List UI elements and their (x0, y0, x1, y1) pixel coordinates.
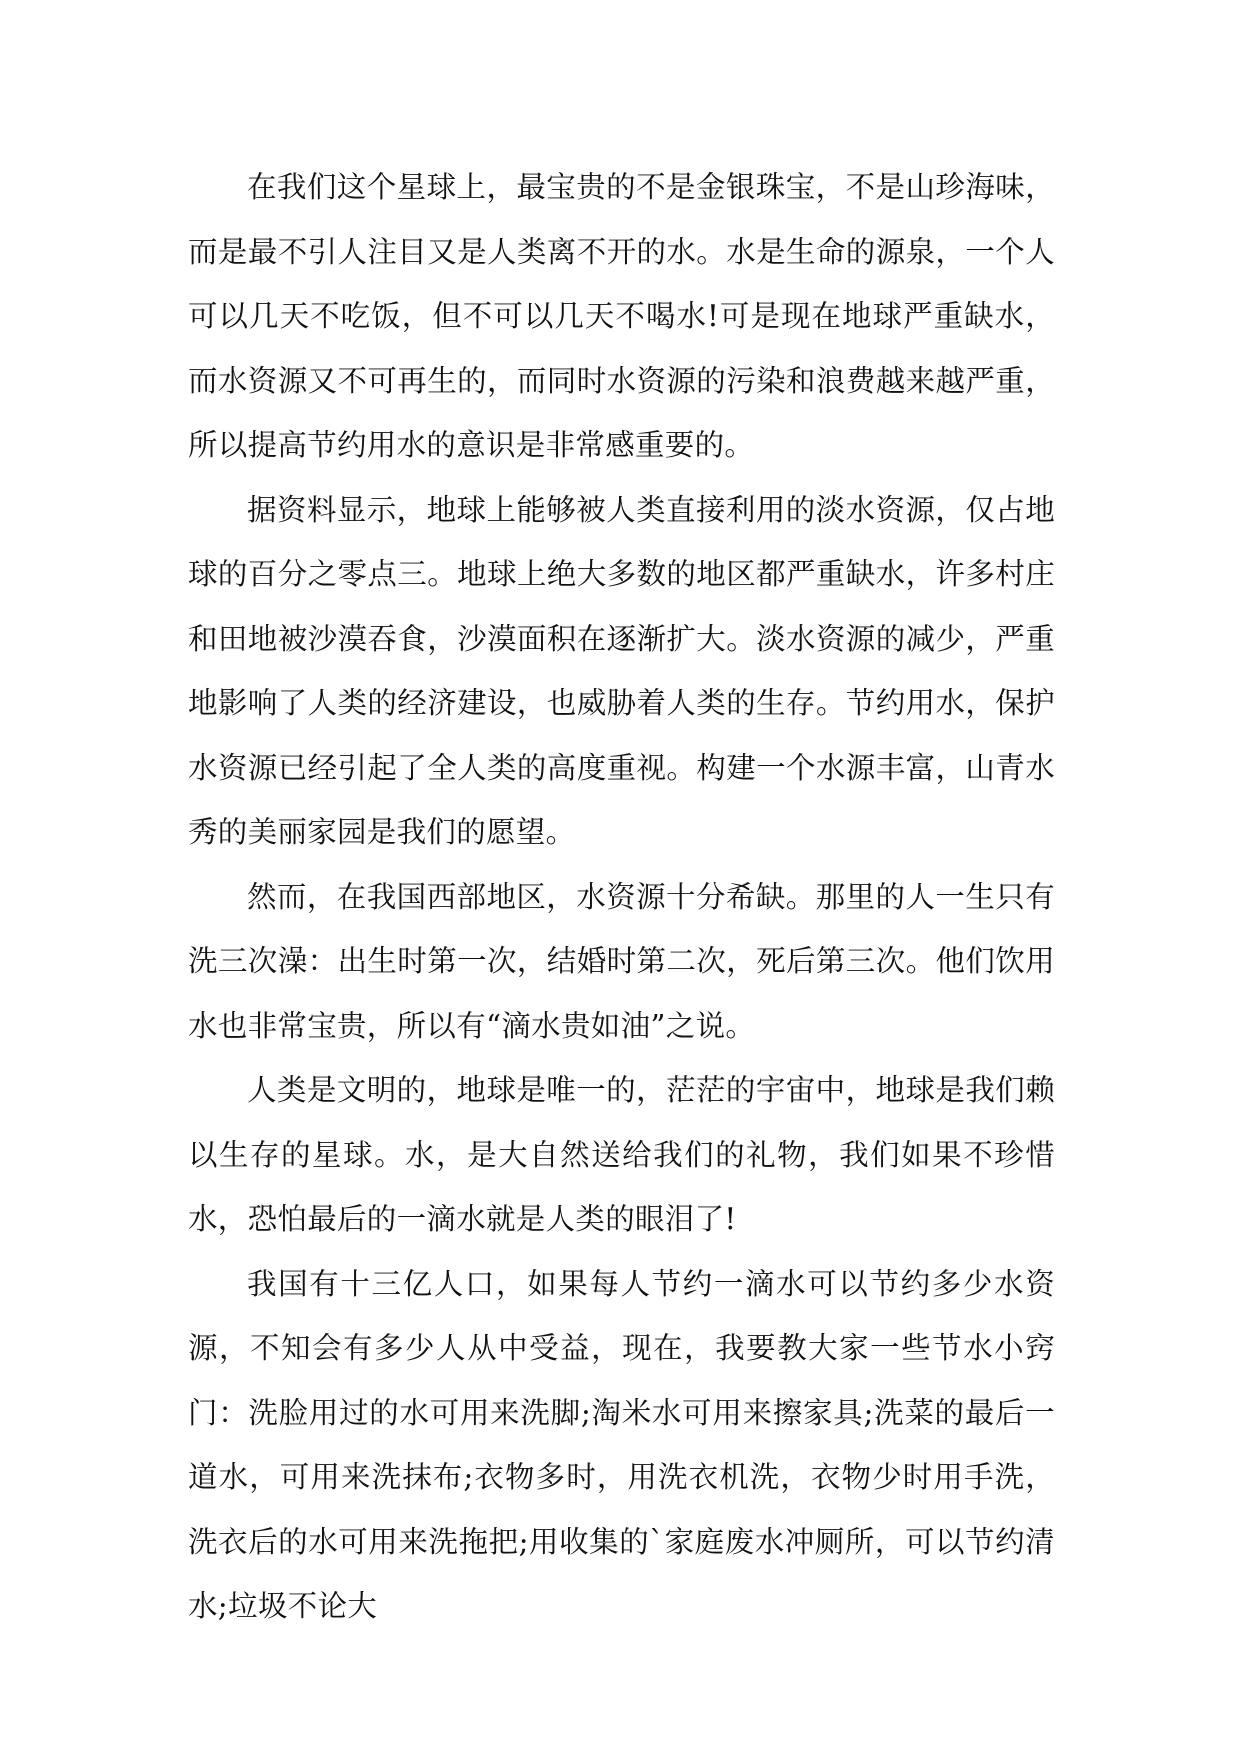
paragraph-2: 据资料显示，地球上能够被人类直接利用的淡水资源，仅占地球的百分之零点三。地球上绝大多数的地区都严重缺水，许多村庄和田地被沙漠吞食，沙漠面积在逐渐扩大。淡水资源的减少，严重地影响了人类的经济建设，也威胁着人类的生存。节约用水，保护水资源已经引起了全人类的高度重视。构建一个水源丰富，山青水秀的美丽家园是我们的愿望。 (188, 492, 1055, 849)
paragraph-3: 然而，在我国西部地区，水资源十分希缺。那里的人一生只有洗三次澡：出生时第一次，结婚时第二次，死后第三次。他们饮用水也非常宝贵，所以有“滴水贵如油”之说。 (188, 879, 1055, 1043)
paragraph-5: 我国有十三亿人口，如果每人节约一滴水可以节约多少水资源，不知会有多少人从中受益，现在，我要教大家一些节水小窍门：洗脸用过的水可用来洗脚;淘米水可用来擦家具;洗菜的最后一道水，可用来洗抹布;衣物多时，用洗衣机洗，衣物少时用手洗，洗衣后的水可用来洗拖把;用收集的`家庭废水冲厕所，可以节约清水;垃圾不论大 (188, 1266, 1055, 1623)
paragraph-1: 在我们这个星球上，最宝贵的不是金银珠宝，不是山珍海味，而是最不引人注目又是人类离不开的水。水是生命的源泉，一个人可以几天不吃饭，但不可以几天不喝水!可是现在地球严重缺水，而水资源又不可再生的，而同时水资源的污染和浪费越来越严重，所以提高节约用水的意识是非常感重要的。 (188, 170, 1055, 462)
document-body (188, 155, 1055, 1639)
paragraph-4: 人类是文明的，地球是唯一的，茫茫的宇宙中，地球是我们赖以生存的星球。水，是大自然送给我们的礼物，我们如果不珍惜水，恐怕最后的一滴水就是人类的眼泪了! (188, 1073, 1055, 1236)
